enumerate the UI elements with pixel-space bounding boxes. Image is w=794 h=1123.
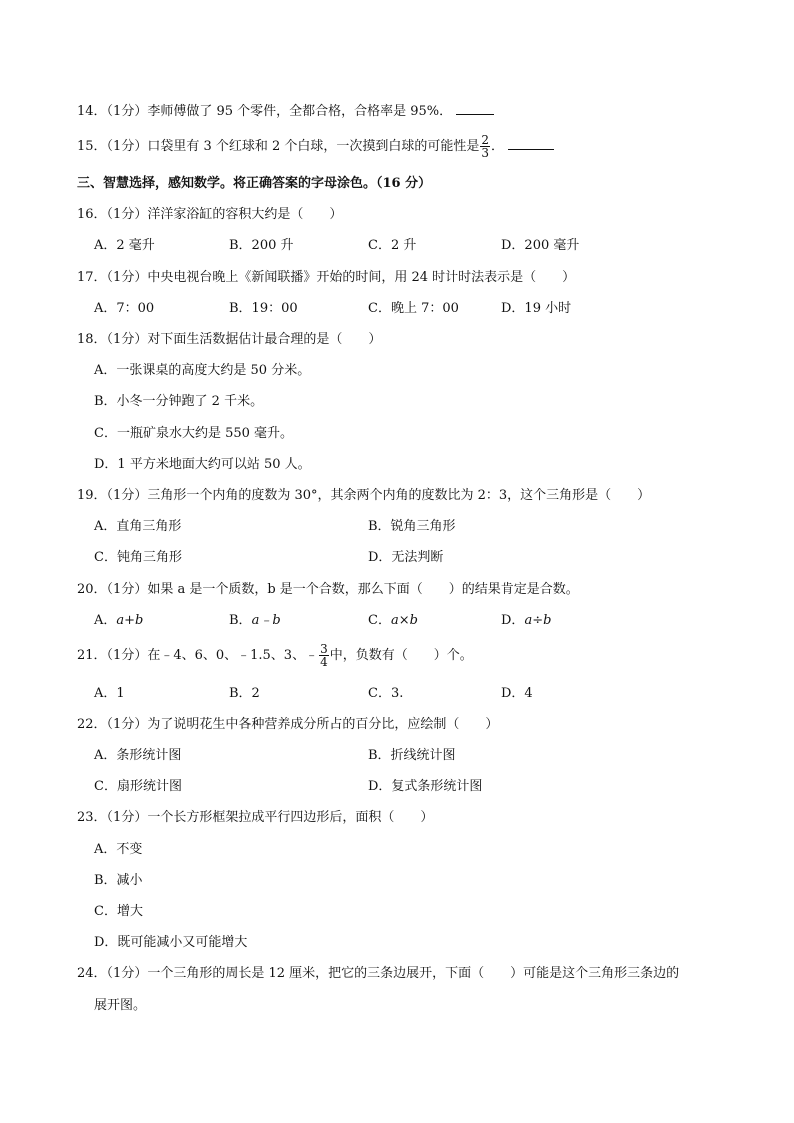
fraction-sign: ﹣ [305,648,319,663]
option-expression: a﹣b [251,613,281,628]
option-23-d[interactable]: D．既可能减小又可能增大 [94,935,248,950]
option-16-b[interactable]: B．200 升 [229,238,294,253]
option-23-b[interactable]: B．减小 [94,873,143,888]
option-23-a[interactable]: A．不变 [94,842,143,857]
question-24-stem-line-2: 展开图。 [94,998,147,1013]
option-22-d[interactable]: D．复式条形统计图 [368,779,483,794]
option-19-c[interactable]: C．钝角三角形 [94,550,182,565]
question-24-stem-line-1: 24．（1分）一个三角形的周长是 12 厘米，把它的三条边展开，下面（ ）可能是这个三角形三条边的 [77,966,680,981]
option-18-c[interactable]: C．一瓶矿泉水大约是 550 毫升。 [94,426,294,441]
option-20-d[interactable] [501,612,551,630]
option-22-b[interactable]: B．折线统计图 [368,748,456,763]
section-3-heading: 三、智慧选择，感知数学。将正确答案的字母涂色。（16 分） [77,176,432,191]
option-17-a[interactable]: A．7：00 [94,301,155,316]
question-21-text-end: 中，负数有（ ）个。 [329,648,473,663]
question-21-text: 21．（1分）在﹣4、6、0、﹣1.5、3、 [77,648,306,663]
option-17-c[interactable]: C．晚上 7：00 [368,301,459,316]
option-expression: a+b [116,613,144,628]
option-21-d[interactable]: D．4 [501,686,533,701]
option-19-a[interactable]: A．直角三角形 [94,519,182,534]
question-18-stem: 18．（1分）对下面生活数据估计最合理的是（ ） [77,332,382,347]
option-22-c[interactable]: C．扇形统计图 [94,779,182,794]
answer-blank-15[interactable] [508,137,554,150]
option-expression: a×b [390,613,418,628]
option-19-b[interactable]: B．锐角三角形 [368,519,456,534]
option-20-b[interactable] [229,612,281,630]
option-21-a[interactable]: A．1 [94,686,125,701]
question-17-stem: 17．（1分）中央电视台晚上《新闻联播》开始的时间，用 24 时计时法表示是（ ） [77,270,576,285]
question-15 [77,132,554,162]
option-20-c[interactable] [368,612,418,630]
fraction-two-thirds [480,134,490,159]
option-16-d[interactable]: D．200 毫升 [501,238,580,253]
option-23-c[interactable]: C．增大 [94,904,143,919]
option-label: A． [94,613,117,628]
option-18-d[interactable]: D．1 平方米地面大约可以站 50 人。 [94,457,311,472]
question-15-text: 15．（1分）口袋里有 3 个红球和 2 个白球，一次摸到白球的可能性是 [77,139,480,154]
question-16-stem: 16．（1分）洋洋家浴缸的容积大约是（ ） [77,207,343,222]
question-14-text: 14．（1分）李师傅做了 95 个零件，全都合格，合格率是 95%． [77,104,453,119]
option-16-c[interactable]: C．2 升 [368,238,417,253]
question-20-stem: 20．（1分）如果 a 是一个质数，b 是一个合数，那么下面（ ）的结果肯定是合数。 [77,582,579,597]
option-18-a[interactable]: A．一张课桌的高度大约是 50 分米。 [94,363,311,378]
option-18-b[interactable]: B．小冬一分钟跑了 2 千米。 [94,394,264,409]
fraction-denominator: 4 [320,655,328,669]
fraction-numerator: 3 [320,642,328,656]
option-22-a[interactable]: A．条形统计图 [94,748,182,763]
question-21-stem [77,641,473,671]
option-17-d[interactable]: D．19 小时 [501,301,572,316]
fraction-numerator: 2 [481,133,490,147]
option-19-d[interactable]: D．无法判断 [368,550,444,565]
answer-blank-14[interactable] [456,102,494,115]
option-label: C． [368,613,391,628]
option-label: B． [229,613,252,628]
fraction-denominator: 3 [481,146,490,160]
question-14 [77,102,494,121]
fraction-three-quarters [319,643,329,668]
option-16-a[interactable]: A．2 毫升 [94,238,155,253]
question-22-stem: 22．（1分）为了说明花生中各种营养成分所占的百分比，应绘制（ ） [77,717,499,732]
option-21-b[interactable]: B．2 [229,686,260,701]
option-expression: a÷b [524,613,552,628]
question-15-period: ． [491,139,505,154]
question-19-stem: 19．（1分）三角形一个内角的度数为 30°，其余两个内角的度数比为 2：3，这个三角形是（ ） [77,488,651,503]
option-21-c[interactable]: C．3. [368,686,404,701]
option-label: D． [501,613,525,628]
option-17-b[interactable]: B．19：00 [229,301,298,316]
option-20-a[interactable] [94,612,143,630]
question-23-stem: 23．（1分）一个长方形框架拉成平行四边形后，面积（ ） [77,810,434,825]
